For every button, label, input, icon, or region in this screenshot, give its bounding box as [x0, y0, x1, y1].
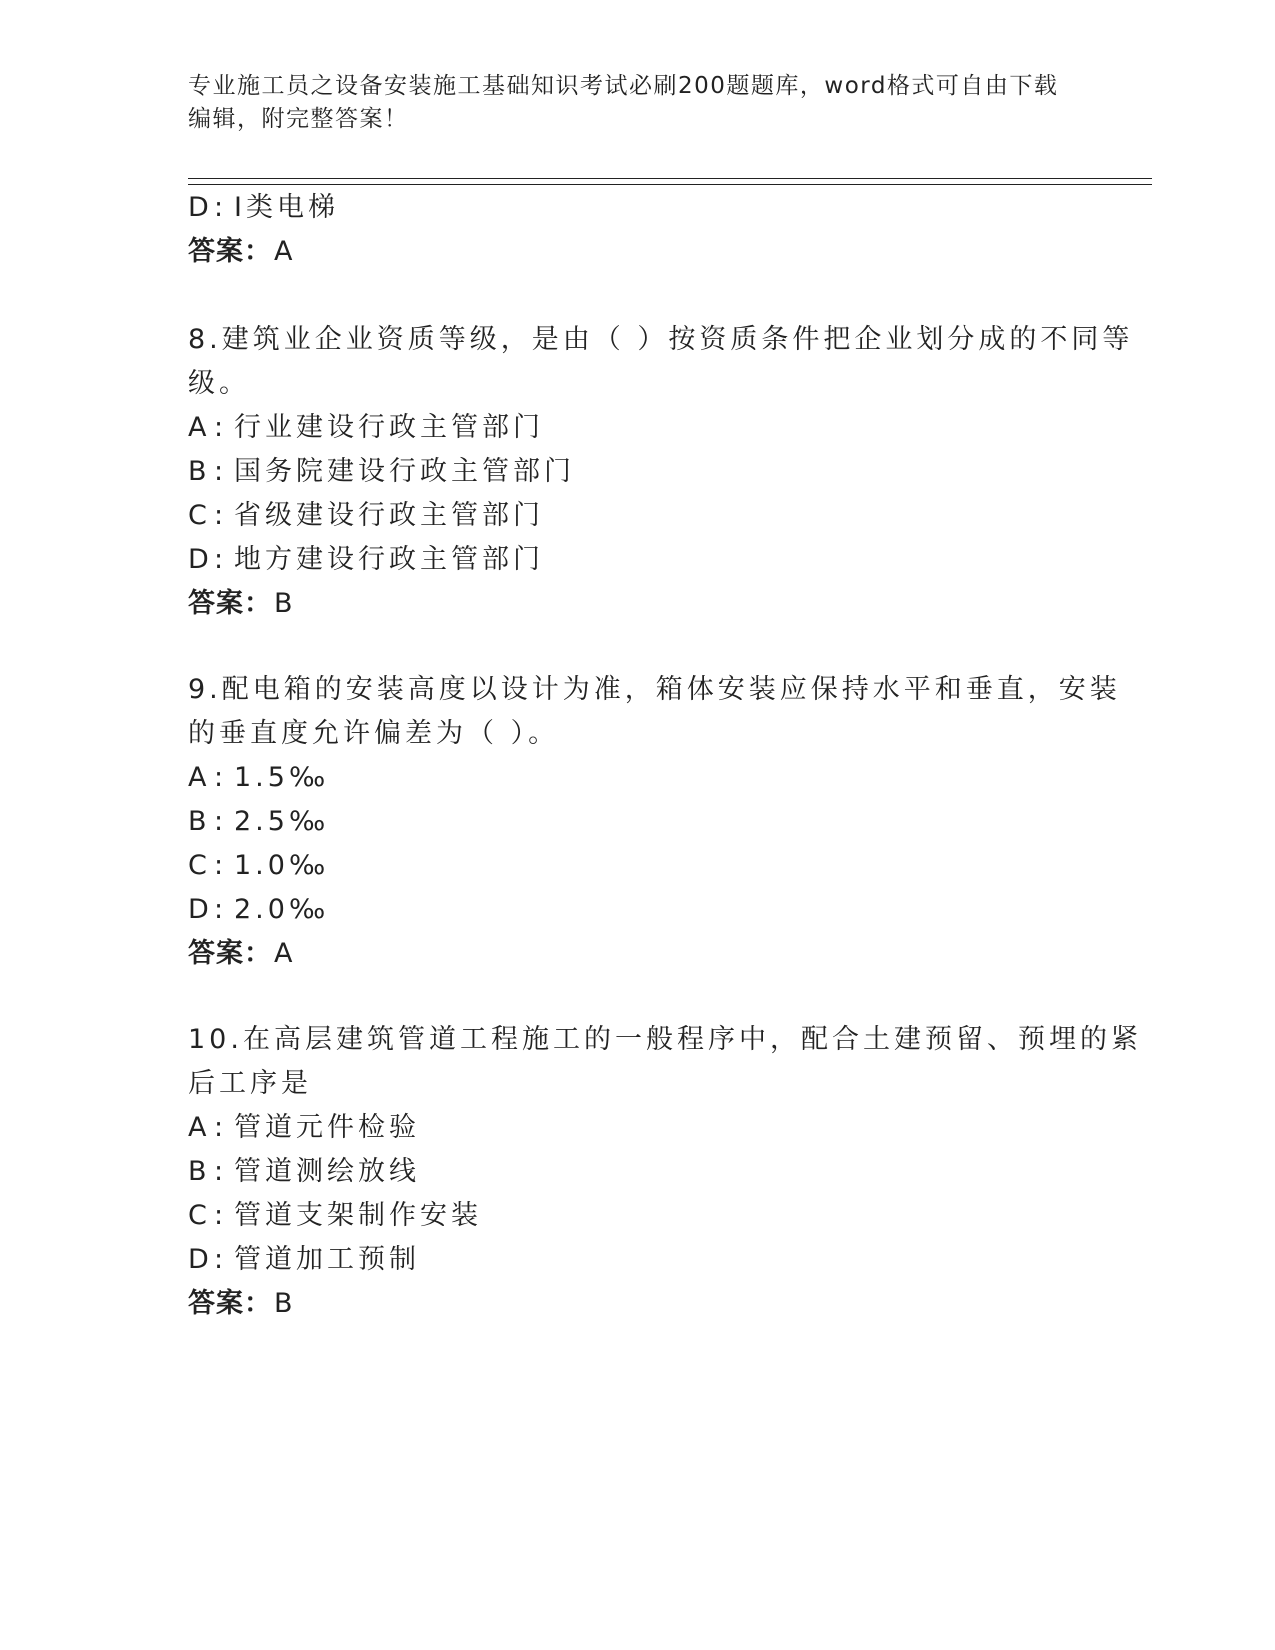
question-10-option-c: C : 管道支架制作安装: [188, 1196, 482, 1236]
question-9-stem-line-1: 9.配电箱的安装高度以设计为准，箱体安装应保持水平和垂直，安装: [188, 674, 1121, 705]
option-letter: A: [188, 762, 207, 793]
question-8-option-d: D : 地方建设行政主管部门: [188, 540, 544, 580]
question-9-answer: [188, 934, 293, 974]
option-letter: D: [188, 1244, 209, 1275]
option-letter: D: [188, 544, 209, 575]
option-text: 管道加工预制: [234, 1244, 420, 1275]
option-text: 行业建设行政主管部门: [234, 412, 544, 443]
question-8-option-a: A : 行业建设行政主管部门: [188, 408, 544, 448]
answer-value: A: [274, 938, 294, 969]
question-8-answer: [188, 584, 294, 624]
option-text: 管道元件检验: [234, 1112, 420, 1143]
option-text: Ⅰ类电梯: [234, 192, 339, 223]
option-letter: C: [188, 1200, 207, 1231]
option-letter: B: [188, 806, 207, 837]
option-text: 省级建设行政主管部门: [234, 500, 544, 531]
option-text: 2.0‰: [234, 894, 330, 925]
question-8-stem-line-1: 8.建筑业企业资质等级，是由（ ）按资质条件把企业划分成的不同等: [188, 324, 1134, 355]
answer-label: 答案：: [188, 588, 272, 619]
question-9-option-d: D : 2.0‰: [188, 890, 329, 930]
question-10-option-a: A : 管道元件检验: [188, 1108, 420, 1148]
answer-label: 答案：: [188, 236, 272, 267]
document-header: [188, 70, 1078, 136]
question-10-stem-line-1: 10.在高层建筑管道工程施工的一般程序中，配合土建预留、预埋的紧: [188, 1024, 1142, 1055]
option-letter: A: [188, 1112, 207, 1143]
option-letter: D: [188, 192, 209, 223]
question-9-option-b: B : 2.5‰: [188, 802, 329, 842]
question-10-answer: [188, 1284, 294, 1324]
question-8-option-c: C : 省级建设行政主管部门: [188, 496, 544, 536]
option-text: 管道测绘放线: [234, 1156, 420, 1187]
answer-label: 答案：: [188, 1288, 272, 1319]
option-text: 国务院建设行政主管部门: [234, 456, 575, 487]
question-10-option-b: B : 管道测绘放线: [188, 1152, 420, 1192]
answer-value: A: [274, 236, 294, 267]
option-text: 管道支架制作安装: [234, 1200, 482, 1231]
header-divider-bottom: [188, 184, 1152, 185]
option-letter: D: [188, 894, 209, 925]
header-title-line-1: 专业施工员之设备安装施工基础知识考试必刷200题题库，word格式可自由下载: [188, 73, 1059, 99]
question-9-stem-line-2: 的垂直度允许偏差为（ ）。: [188, 718, 560, 749]
answer-label: 答案：: [188, 938, 272, 969]
header-divider-top: [188, 178, 1152, 179]
option-letter: B: [188, 456, 207, 487]
question-8-option-b: B : 国务院建设行政主管部门: [188, 452, 575, 492]
option-letter: C: [188, 500, 207, 531]
answer-value: B: [274, 1288, 294, 1319]
question-10-option-d: D : 管道加工预制: [188, 1240, 420, 1280]
option-text: 地方建设行政主管部门: [234, 544, 544, 575]
prev-option-d: D : Ⅰ类电梯: [188, 188, 339, 228]
question-8-stem-line-2: 级。: [188, 368, 250, 399]
header-title-line-2: 编辑，附完整答案！: [188, 106, 409, 132]
question-9-option-a: A : 1.5‰: [188, 758, 329, 798]
option-text: 1.0‰: [234, 850, 330, 881]
option-letter: B: [188, 1156, 207, 1187]
option-letter: A: [188, 412, 207, 443]
answer-value: B: [274, 588, 294, 619]
option-text: 1.5‰: [234, 762, 330, 793]
prev-answer: [188, 232, 293, 272]
option-text: 2.5‰: [234, 806, 330, 837]
option-letter: C: [188, 850, 207, 881]
question-9-option-c: C : 1.0‰: [188, 846, 329, 886]
question-10-stem-line-2: 后工序是: [188, 1068, 312, 1099]
